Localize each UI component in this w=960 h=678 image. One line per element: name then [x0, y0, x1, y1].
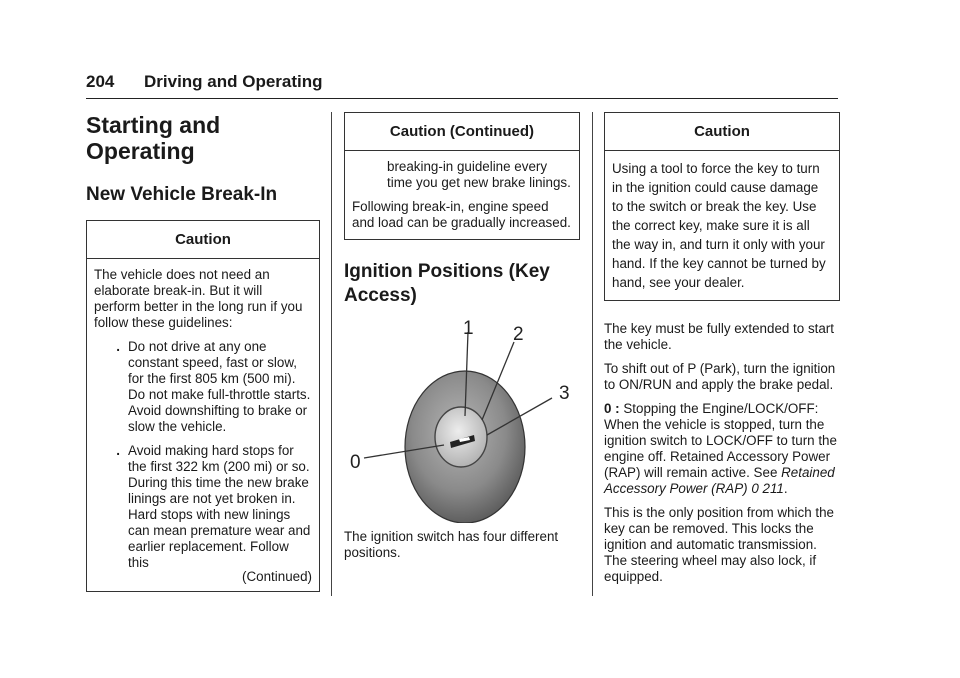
paragraph-stopping-engine: 0 : Stopping the Engine/LOCK/OFF: When the vehicle is stopped, turn the ignition switch to LOCK/OFF to turn the engine off. Retained Accessory Power (RAP) will remain active. See Retained Accessory Power (RAP) 0 211. — [604, 401, 837, 496]
caution-title: Caution — [605, 113, 839, 151]
subsection-title: New Vehicle Break-In — [86, 184, 278, 205]
position-label-1: 1 — [463, 318, 474, 339]
caution-text: Following break-in, engine speed and load can be gradually increased. — [352, 199, 571, 230]
caution-title: Caution — [87, 221, 319, 259]
section-heading: Driving and Operating — [144, 72, 323, 91]
caution-title: Caution (Continued) — [345, 113, 579, 151]
column-left — [86, 112, 320, 592]
page-number: 204 — [86, 72, 115, 91]
position-label-0: 0 — [350, 452, 361, 473]
list-item — [94, 339, 312, 435]
paragraph: The key must be fully extended to start the vehicle. — [604, 321, 834, 352]
section-title-line-2: Access) — [344, 285, 417, 306]
section-title — [344, 260, 580, 308]
caution-intro: The vehicle does not need an elaborate break-in. But it will perform better in the long run if you follow these guidelines: — [94, 267, 303, 330]
caution-box — [604, 112, 840, 301]
caution-box-continued — [344, 112, 580, 240]
column-middle — [344, 112, 580, 569]
list-item — [94, 443, 312, 571]
bullet-icon: . — [116, 443, 120, 458]
bullet-text: Avoid making hard stops for the first 322 km (200 mi) or so. During this time the new brake linings are not yet broken in. Hard stops with new linings can mean premature wear and earlier replacement. Follow this — [128, 443, 311, 570]
page-ref-icon: 0 — [751, 481, 759, 496]
page-header — [86, 72, 838, 99]
section-title-line-1: Ignition Positions (Key — [344, 261, 550, 282]
caution-body — [605, 151, 839, 300]
bullet-icon: . — [116, 339, 120, 354]
paragraph-text: Stopping the Engine/LOCK/OFF: When the vehicle is stopped, turn the ignition switch to LOCK/OFF to turn the engine off. Retained Accessory Power (RAP) will remain active. See — [604, 401, 837, 480]
page-title — [86, 112, 320, 164]
caution-indent-text: breaking-in guideline every time you get new brake linings. — [387, 159, 571, 190]
continued-label: (Continued) — [242, 569, 312, 584]
figure-caption: The ignition switch has four different positions. — [344, 529, 559, 560]
column-divider — [592, 112, 593, 596]
ignition-switch-figure — [344, 308, 580, 523]
caution-body — [87, 259, 319, 591]
paragraph: This is the only position from which the key can be removed. This locks the ignition and automatic transmission. The steering wheel may also lock, if equipped. — [604, 505, 834, 584]
position-label-3: 3 — [559, 383, 570, 404]
page-title-line-1: Starting and — [86, 112, 221, 138]
bullet-text: Do not drive at any one constant speed, fast or slow, for the first 805 km (500 mi). Do not make full-throttle starts. Avoid downshifting to brake or slow the vehicle. — [128, 339, 311, 434]
caution-text: Using a tool to force the key to turn in the ignition could cause damage to the switch or break the key. Use the correct key, make sure it is all the way in, and turn it only with your hand. If the key cannot be turned by hand, see your dealer. — [612, 161, 826, 290]
ignition-cylinder — [435, 407, 487, 467]
column-divider — [331, 112, 332, 596]
caution-box — [86, 220, 320, 592]
cross-reference-link[interactable]: Retained Accessory Power (RAP) 0 211 — [604, 465, 835, 496]
position-label-2: 2 — [513, 324, 524, 345]
caution-body — [345, 151, 579, 239]
paragraph: To shift out of P (Park), turn the ignition to ON/RUN and apply the brake pedal. — [604, 361, 836, 392]
page-title-line-2: Operating — [86, 138, 195, 164]
position-label: 0 : — [604, 401, 620, 416]
column-right — [604, 112, 840, 593]
